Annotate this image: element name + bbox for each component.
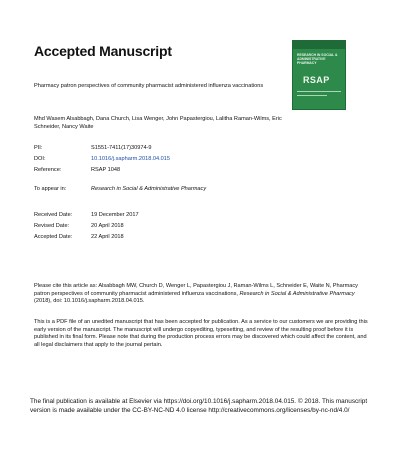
- citation-intro: Please cite this article as: Alsabbagh MW, Church D, Wenger L, Papastergiou J, Raman-Wilms L, Schneider E, Waite N, Pharmacy patron perspectives of community pharmacist administered influenza vaccinations,: [34, 283, 358, 297]
- citation-journal: Research in Social & Administrative Pharmacy: [239, 290, 355, 297]
- cover-logo: RSAP: [303, 75, 330, 85]
- accepted-date: 22 April 2018: [91, 234, 124, 240]
- cover-band: [293, 41, 345, 49]
- meta-label: Received Date:: [34, 212, 73, 218]
- journal-cover-image: [292, 40, 346, 110]
- citation-tail: (2018), doi: 10.1016/j.sapharm.2018.04.015.: [34, 298, 145, 304]
- doi-link[interactable]: 10.1016/j.sapharm.2018.04.015: [91, 156, 170, 162]
- page-heading: Accepted Manuscript: [34, 43, 172, 59]
- article-title: Pharmacy patron perspectives of community pharmacist administered influenza vaccinations: [34, 83, 264, 89]
- revised-date: 20 April 2018: [91, 223, 124, 229]
- meta-label: To appear in:: [34, 186, 67, 192]
- received-date: 19 December 2017: [91, 212, 139, 218]
- journal-name: Research in Social & Administrative Pharmacy: [91, 186, 207, 192]
- meta-label: Reference:: [34, 167, 62, 173]
- reference-value: RSAP 1048: [91, 167, 121, 173]
- meta-label: DOI:: [34, 156, 46, 162]
- citation-paragraph: [34, 283, 370, 306]
- authors: Mhd Wasem Alsabbagh, Dana Church, Lisa Wenger, John Papastergiou, Lalitha Raman-Wilms, Eric Schneider, Nancy Waite: [34, 116, 282, 130]
- cover-stripe: [297, 91, 341, 92]
- notice-paragraph: This is a PDF file of an unedited manuscript that has been accepted for publication. As a service to our customers we are providing this early version of the manuscript. The manuscript will undergo copyediting, typesetting, and review of the resulting proof before it is published in its final form. Please note that during the production process errors may be discovered which could affect the content, and all legal disclaimers that apply to the journal pertain.: [34, 319, 368, 348]
- cover-stripe: [297, 95, 327, 96]
- license-statement: The final publication is available at Elsevier via https://doi.org/10.1016/j.sapharm.2018.04.015. © 2018. This manuscript version is made available under the CC-BY-NC-ND 4.0 license http://creativecommons.org/licenses/by-nc-nd/4.0/: [30, 398, 368, 414]
- meta-label: PII:: [34, 145, 43, 151]
- meta-label: Revised Date:: [34, 223, 70, 229]
- pii-value: S1551-7411(17)30974-9: [91, 145, 152, 151]
- meta-label: Accepted Date:: [34, 234, 73, 240]
- cover-title: RESEARCH IN SOCIAL & ADMINISTRATIVE PHARMACY: [297, 53, 338, 66]
